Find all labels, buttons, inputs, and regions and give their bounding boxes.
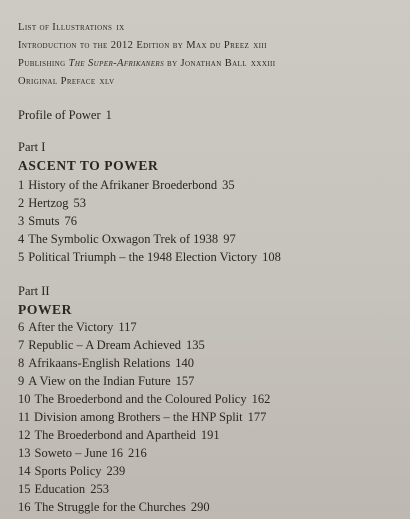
chapter-page: 76 <box>64 214 78 228</box>
chapter-entry <box>18 428 220 443</box>
chapter-page: 35 <box>222 178 235 192</box>
chapter-number: 14 <box>18 464 31 478</box>
chapter-entry <box>18 178 235 193</box>
profile-entry <box>18 108 112 123</box>
chapter-page: 162 <box>251 392 271 406</box>
front-matter-introduction <box>18 40 267 51</box>
chapter-number: 2 <box>18 196 25 210</box>
chapter-number: 10 <box>18 392 31 406</box>
chapter-page: 253 <box>90 482 109 496</box>
chapter-page: 140 <box>175 356 194 370</box>
chapter-title: The Broederbond and Apartheid <box>34 428 196 442</box>
chapter-title: Afrikaans-English Relations <box>28 356 171 370</box>
chapter-page: 117 <box>118 320 137 334</box>
front-matter-page: xlv <box>99 76 115 87</box>
chapter-title: Education <box>34 482 86 496</box>
front-matter-page: xiii <box>253 40 267 51</box>
chapter-page: 216 <box>128 446 147 460</box>
chapter-page: 53 <box>73 196 87 210</box>
part1-heading: Part I <box>18 140 46 154</box>
chapter-entry <box>18 392 270 407</box>
chapter-page: 108 <box>262 250 281 264</box>
front-matter-label-prefix: Publishing <box>18 58 69 69</box>
chapter-number: 15 <box>18 482 31 496</box>
chapter-page: 157 <box>175 374 195 388</box>
chapter-title: The Symbolic Oxwagon Trek of 1938 <box>28 232 219 246</box>
chapter-title: After the Victory <box>28 320 114 334</box>
chapter-page: 177 <box>247 410 267 424</box>
front-matter-page: xxxiii <box>250 58 276 69</box>
chapter-entry <box>18 464 125 479</box>
chapter-entry <box>18 250 281 265</box>
chapter-title: The Broederbond and the Coloured Policy <box>34 392 247 406</box>
chapter-title: Hertzog <box>28 196 69 210</box>
chapter-number: 9 <box>18 374 25 388</box>
chapter-entry <box>18 214 77 229</box>
chapter-title: Division among Brothers – the HNP Split <box>34 410 243 424</box>
chapter-number: 16 <box>18 500 31 514</box>
chapter-title: Sports Policy <box>34 464 102 478</box>
chapter-number: 1 <box>18 178 25 192</box>
chapter-title: The Struggle for the Churches <box>34 500 186 514</box>
chapter-number: 4 <box>18 232 25 246</box>
chapter-entry <box>18 410 266 425</box>
chapter-title: A View on the Indian Future <box>28 374 171 388</box>
chapter-entry <box>18 338 205 353</box>
chapter-title: History of the Afrikaner Broederbond <box>28 178 218 192</box>
chapter-page: 191 <box>200 428 220 442</box>
chapter-entry <box>18 356 194 371</box>
front-matter-label: Introduction to the 2012 Edition by Max du Preez <box>18 40 250 51</box>
front-matter-label: Original Preface <box>18 76 96 87</box>
front-matter-page: ix <box>116 22 125 33</box>
front-matter-label: List of Illustrations <box>18 22 113 33</box>
front-matter-label-suffix: by Jonathan Ball <box>163 58 247 69</box>
front-matter-preface <box>18 76 115 87</box>
chapter-number: 8 <box>18 356 25 370</box>
part2-title: POWER <box>18 302 73 317</box>
chapter-number: 7 <box>18 338 25 352</box>
chapter-page: 135 <box>186 338 205 352</box>
part1-title: ASCENT TO POWER <box>18 158 159 173</box>
front-matter-illustrations <box>18 22 125 33</box>
chapter-number: 3 <box>18 214 25 228</box>
chapter-entry <box>18 482 109 497</box>
chapter-entry <box>18 446 147 461</box>
chapter-entry <box>18 232 236 247</box>
chapter-title: Political Triumph – the 1948 Election Victory <box>28 250 258 264</box>
chapter-number: 11 <box>18 410 31 424</box>
chapter-number: 13 <box>18 446 31 460</box>
chapter-page: 239 <box>106 464 126 478</box>
front-matter-publishing <box>18 58 275 69</box>
chapter-entry <box>18 500 210 515</box>
chapter-title: Republic – A Dream Achieved <box>28 338 181 352</box>
chapter-title: Soweto – June 16 <box>34 446 124 460</box>
front-matter-book-title: The Super-Afrikaners <box>68 58 164 69</box>
profile-page: 1 <box>105 108 112 122</box>
chapter-entry <box>18 196 86 211</box>
chapter-number: 12 <box>18 428 31 442</box>
chapter-number: 6 <box>18 320 25 334</box>
chapter-number: 5 <box>18 250 25 264</box>
profile-label: Profile of Power <box>18 108 101 122</box>
chapter-page: 290 <box>190 500 210 514</box>
chapter-entry <box>18 374 194 389</box>
chapter-title: Smuts <box>28 214 60 228</box>
chapter-entry <box>18 320 137 335</box>
chapter-page: 97 <box>223 232 236 246</box>
part2-heading: Part II <box>18 284 50 298</box>
